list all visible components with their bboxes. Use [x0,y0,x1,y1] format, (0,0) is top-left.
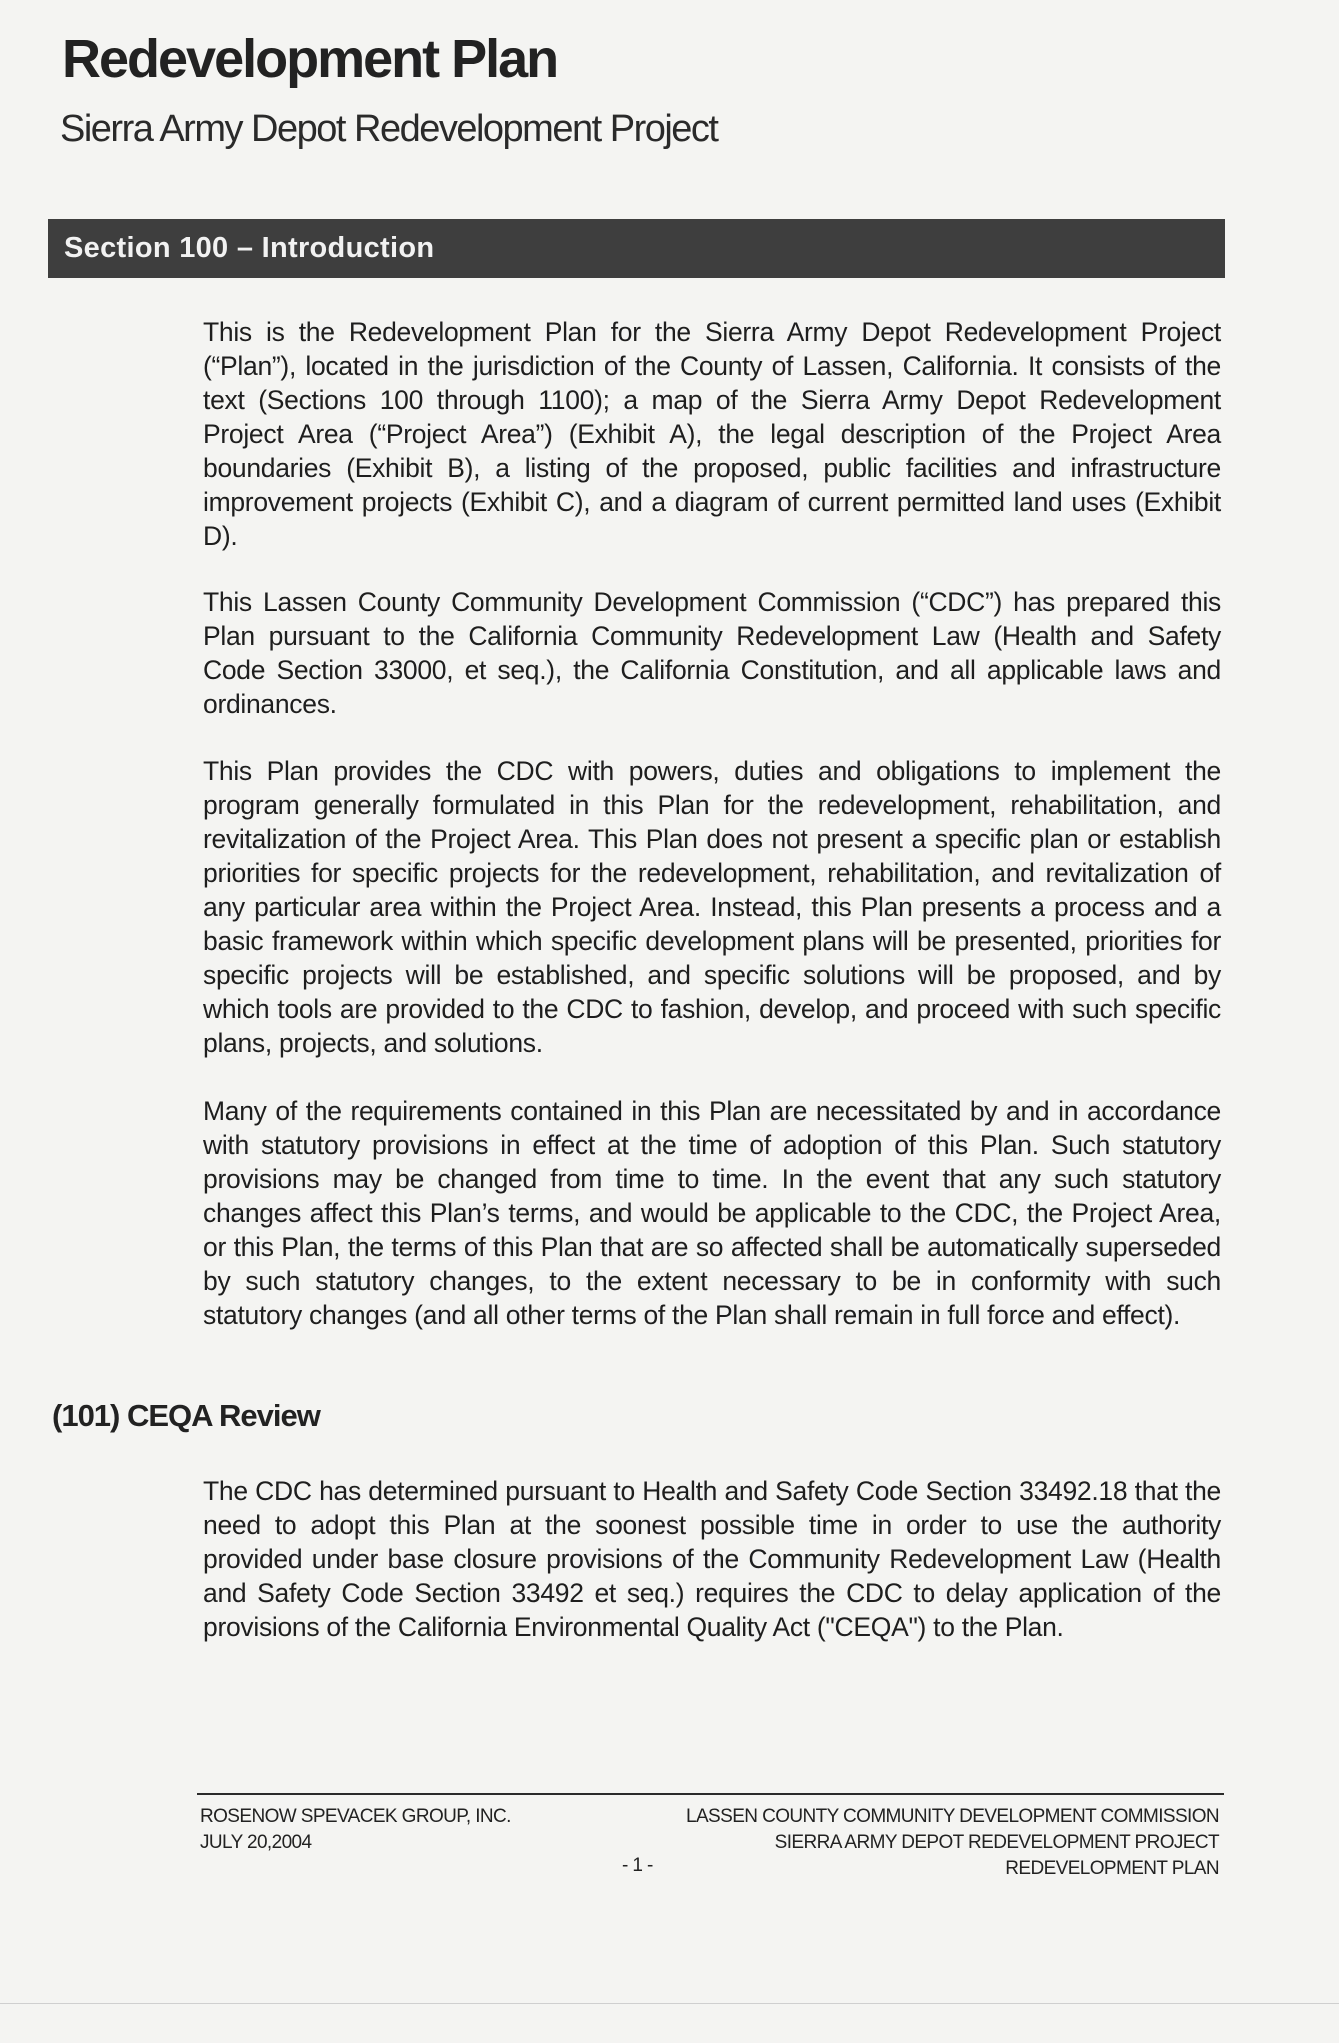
section-heading-bar [48,219,1225,278]
footer-divider [197,1793,1224,1795]
intro-paragraph-3: This Plan provides the CDC with powers, duties and obligations to implement the program generally formulated in this Plan for the redevelopment, rehabilitation, and revitalization of the Project Area. This Plan does not present a specific plan or establish priorities for specific projects for the redevelopment, rehabilitation, and revitalization of any particular area within the Project Area. Instead, this Plan presents a process and a basic framework within which specific development plans will be presented, priorities for specific projects will be established, and specific solutions will be proposed, and by which tools are provided to the CDC to fashion, develop, and proceed with such specific plans, projects, and solutions. [203,756,1221,1058]
section-heading: Section 100 – Introduction [64,232,435,264]
footer-project: SIERRA ARMY DEPOT REDEVELOPMENT PROJECT [774,1832,1219,1853]
ceqa-review-paragraph: The CDC has determined pursuant to Health and Safety Code Section 33492.18 that the need to adopt this Plan at the soonest possible time in order to use the authority provided under base closure provisions of the Community Redevelopment Law (Health and Safety Code Section 33492 et seq.) requires the CDC to delay application of the provisions of the California Environmental Quality Act ("CEQA") to the Plan. [203,1476,1221,1642]
document-subtitle: Sierra Army Depot Redevelopment Project [60,108,718,150]
intro-paragraph-4: Many of the requirements contained in this Plan are necessitated by and in accordance with statutory provisions in effect at the time of adoption of this Plan. Such statutory provisions may be changed from time to time. In the event that any such statutory changes affect this Plan’s terms, and would be applicable to the CDC, the Project Area, or this Plan, the terms of this Plan that are so affected shall be automatically superseded by such statutory changes, to the extent necessary to be in conformity with such statutory changes (and all other terms of the Plan shall remain in full force and effect). [203,1096,1221,1330]
footer-company: ROSENOW SPEVACEK GROUP, INC. [200,1806,511,1827]
footer-date: JULY 20,2004 [200,1832,312,1853]
intro-paragraph-1: This is the Redevelopment Plan for the Sierra Army Depot Redevelopment Project (“Plan”), located in the jurisdiction of the County of Lassen, California. It consists of the text (Sections 100 through 1100); a map of the Sierra Army Depot Redevelopment Project Area (“Project Area”) (Exhibit A), the legal description of the Project Area boundaries (Exhibit B), a listing of the proposed, public facilities and infrastructure improvement projects (Exhibit C), and a diagram of current permitted land uses (Exhibit D). [203,317,1221,551]
footer-document: REDEVELOPMENT PLAN [1005,1858,1219,1879]
document-title: Redevelopment Plan [62,29,558,89]
page-number: - 1 - [622,1855,653,1876]
ceqa-review-heading: (101) CEQA Review [52,1398,320,1433]
footer-left [200,1804,511,1856]
intro-paragraph-2: This Lassen County Community Development Commission (“CDC”) has prepared this Plan pursuant to the California Community Redevelopment Law (Health and Safety Code Section 33000, et seq.), the California Constitution, and all applicable laws and ordinances. [203,587,1221,719]
footer-right [686,1804,1219,1882]
scan-edge-line [0,2003,1339,2004]
footer-commission: LASSEN COUNTY COMMUNITY DEVELOPMENT COMMISSION [686,1806,1219,1827]
